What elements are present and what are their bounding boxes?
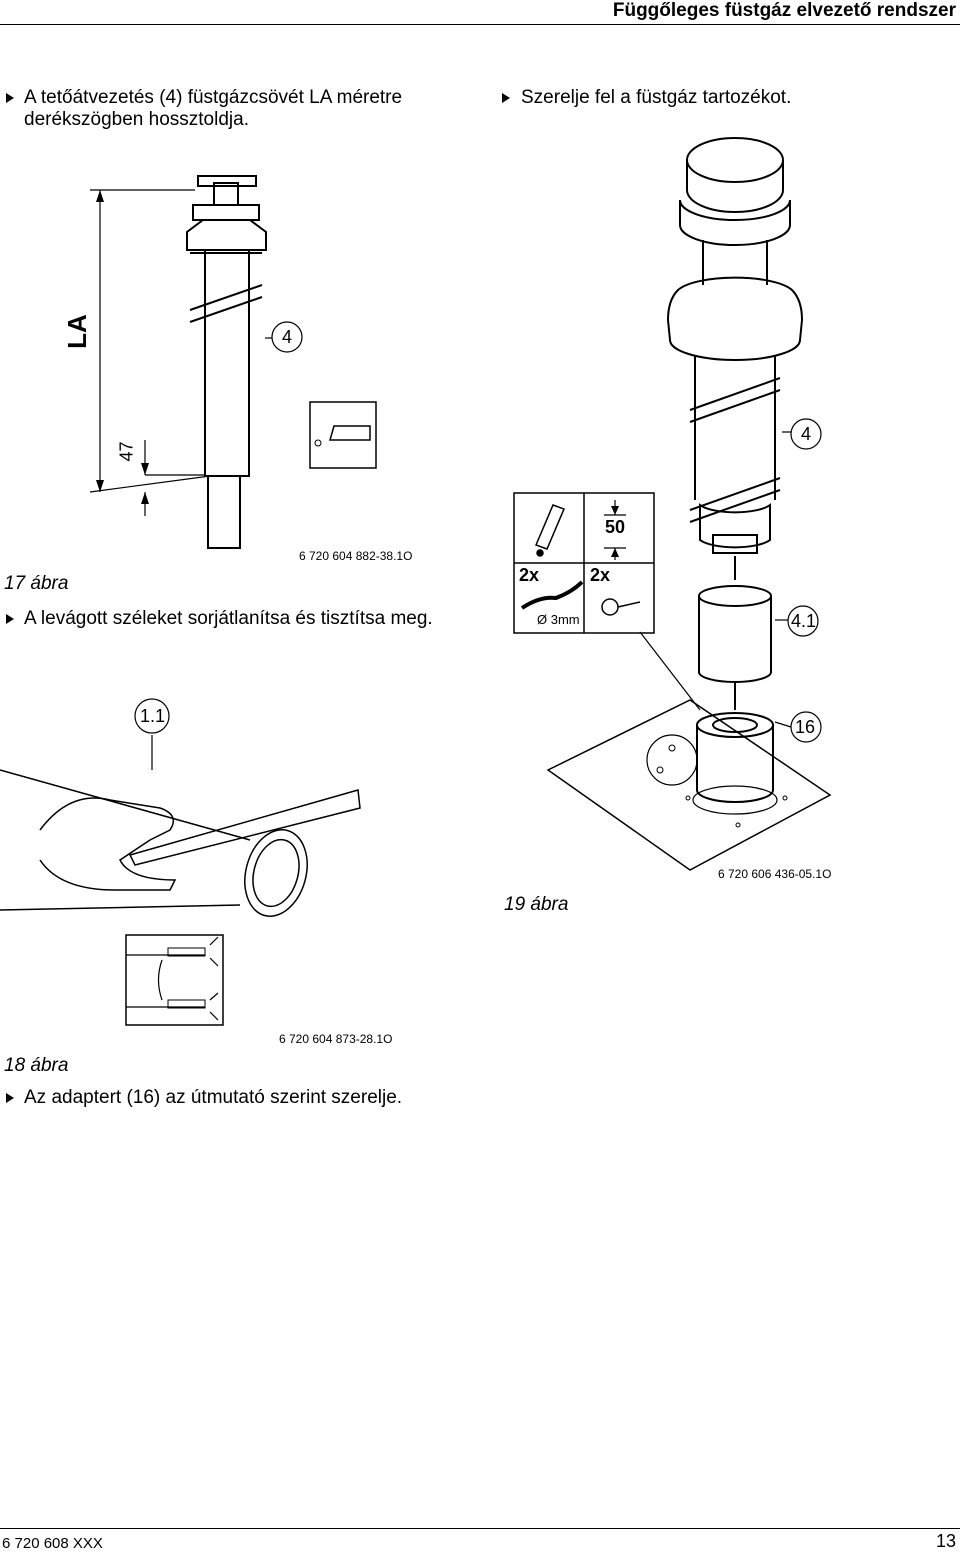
part-4-label: 4 xyxy=(282,327,293,347)
diameter-label: Ø 3mm xyxy=(537,612,580,627)
step-4-text: Az adaptert (16) az útmutató szerint szerelje. xyxy=(24,1087,403,1108)
part-1-1-label: 1.1 xyxy=(140,706,166,726)
page-header-title: Függőleges füstgáz elvezető rendszer xyxy=(612,0,956,21)
step-1-line-2: derékszögben hossztoldja. xyxy=(24,109,249,130)
accessory-box xyxy=(514,493,654,633)
roof-flue-pipe-drawing xyxy=(187,176,266,548)
figure-19-code: 6 720 606 436-05.1O xyxy=(718,867,832,881)
footer-doc-number: 6 720 608 XXX xyxy=(2,1535,103,1552)
part-4-1-label: 4.1 xyxy=(791,611,817,631)
part-4-label: 4 xyxy=(801,424,812,444)
assembly-drawing xyxy=(548,138,830,870)
deburring-drawing xyxy=(0,735,360,1025)
step-2-text: Szerelje fel a füstgáz tartozékot. xyxy=(521,87,792,108)
part-16-label: 16 xyxy=(795,717,816,737)
quantity-label: 2x xyxy=(590,565,611,585)
footer-divider xyxy=(0,1528,960,1529)
quantity-label: 2x xyxy=(519,565,540,585)
figure-17-code: 6 720 604 882-38.1O xyxy=(299,549,413,563)
figure-17-caption: 17 ábra xyxy=(4,573,69,594)
figure-19-caption: 19 ábra xyxy=(504,894,569,915)
figure-18-code: 6 720 604 873-28.1O xyxy=(279,1032,393,1046)
page-number: 13 xyxy=(935,1531,956,1551)
dimension-50-label: 50 xyxy=(605,517,626,537)
bullet-icon xyxy=(6,1093,14,1103)
step-1-line-1: A tetőátvezetés (4) füstgázcsövét LA méretre xyxy=(24,87,403,108)
dimension-la-label: LA xyxy=(61,314,92,349)
figure-18-caption: 18 ábra xyxy=(4,1055,69,1076)
step-3-text: A levágott széleket sorjátlanítsa és tisztítsa meg. xyxy=(24,608,433,629)
bullet-icon xyxy=(6,614,14,624)
dimension-47-label: 47 xyxy=(116,441,137,462)
